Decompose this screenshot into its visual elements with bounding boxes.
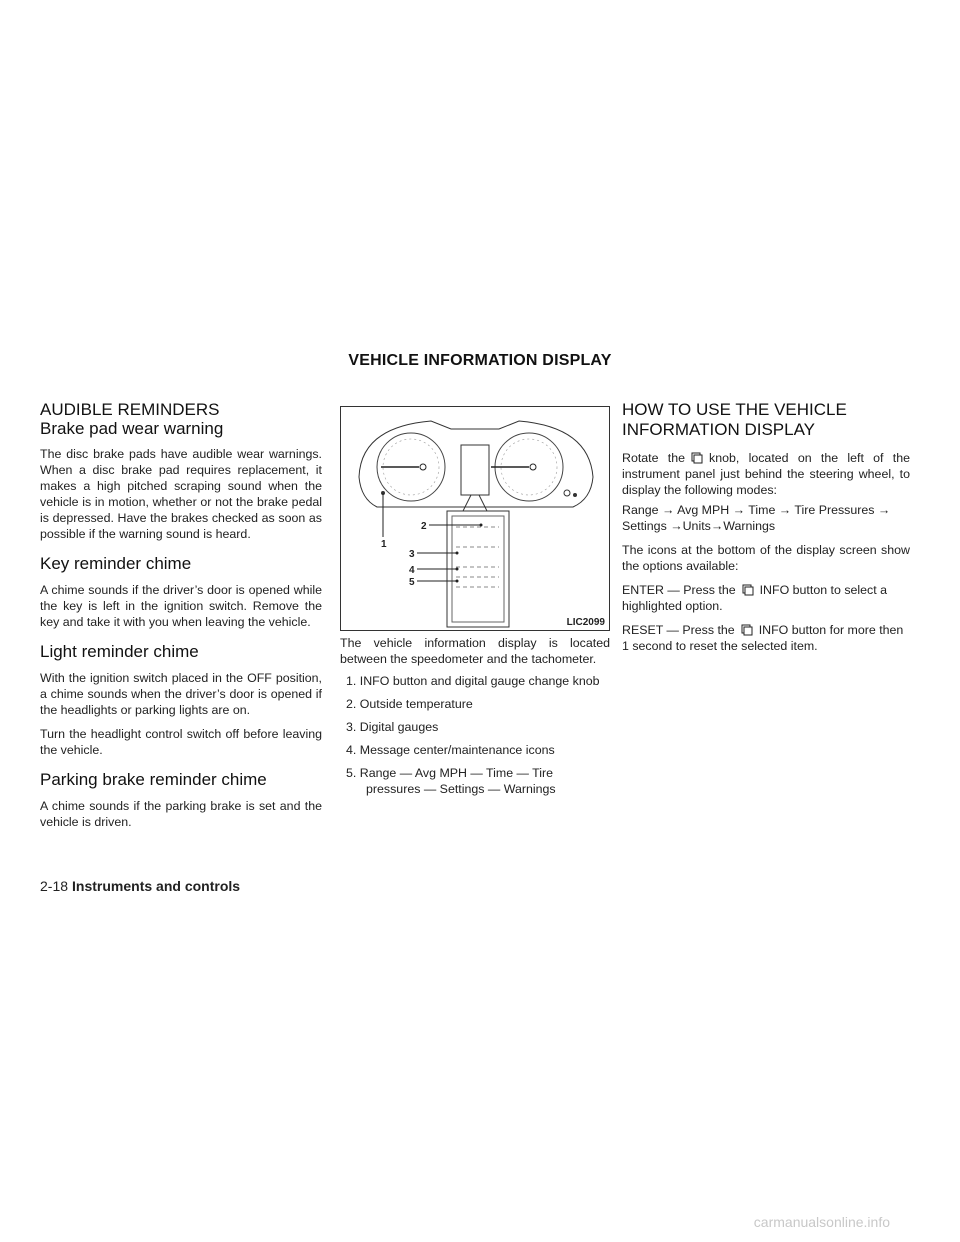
paragraph-enter bbox=[622, 582, 910, 614]
enter-post: INFO button to select a highlighted option. bbox=[622, 583, 888, 613]
callout-2: 2 bbox=[421, 521, 427, 532]
list-item: 1. INFO button and digital gauge change knob bbox=[346, 674, 600, 688]
paragraph-light-reminder-1: With the ignition switch placed in the OFF position, a chime sounds when the driver’s door is opened if the headlights or parking lights are on. bbox=[40, 671, 322, 717]
heading-brake-pad: Brake pad wear warning bbox=[40, 419, 224, 438]
component-list bbox=[340, 673, 610, 797]
page-number: 2-18 bbox=[40, 878, 69, 894]
paragraph-icons: The icons at the bottom of the display screen show the options available: bbox=[622, 543, 910, 573]
heading-light-reminder: Light reminder chime bbox=[40, 642, 199, 661]
info-knob-icon bbox=[691, 452, 703, 464]
column-reminders bbox=[40, 400, 322, 830]
paragraph-display-intro: The vehicle information display is located between the speedometer and the tachometer. bbox=[340, 636, 610, 666]
info-button-icon bbox=[741, 624, 753, 636]
info-button-icon bbox=[742, 584, 754, 596]
watermark: carmanualsonline.info bbox=[753, 1214, 890, 1230]
paragraph-reset bbox=[622, 622, 910, 654]
column-display-figure bbox=[340, 400, 610, 804]
heading-how-to-use: HOW TO USE THE VEHICLE INFORMATION DISPLAY bbox=[622, 400, 847, 439]
callout-5: 5 bbox=[409, 577, 415, 588]
rotate-post: knob, located on the left of the instrument panel just behind the steering wheel, to display the following modes: bbox=[622, 451, 910, 497]
enter-pre: ENTER — Press the bbox=[622, 583, 736, 597]
callout-3: 3 bbox=[409, 549, 415, 560]
paragraph-modes: Range → Avg MPH → Time → Tire Pressures → Settings →Units→Warnings bbox=[622, 503, 891, 533]
instrument-cluster-illustration bbox=[341, 407, 609, 630]
paragraph-parking-brake: A chime sounds if the parking brake is set and the vehicle is driven. bbox=[40, 799, 322, 829]
list-item: 3. Digital gauges bbox=[346, 720, 439, 734]
list-item: 4. Message center/maintenance icons bbox=[346, 743, 555, 757]
list-item: 5. Range — Avg MPH — Time — Tire pressures — Settings — Warnings bbox=[346, 766, 556, 796]
rotate-pre: Rotate the bbox=[622, 451, 686, 465]
page-footer bbox=[40, 878, 240, 894]
reset-pre: RESET — Press the bbox=[622, 623, 735, 637]
list-item: 2. Outside temperature bbox=[346, 697, 473, 711]
section-title: VEHICLE INFORMATION DISPLAY bbox=[348, 352, 612, 369]
instrument-cluster-figure bbox=[340, 406, 610, 631]
reset-post: INFO button for more then 1 second to reset the selected item. bbox=[622, 623, 904, 653]
callout-1: 1 bbox=[381, 539, 387, 550]
callout-4: 4 bbox=[409, 565, 415, 576]
column-how-to-use bbox=[622, 400, 910, 654]
heading-key-reminder: Key reminder chime bbox=[40, 554, 192, 573]
paragraph-key-reminder: A chime sounds if the driver’s door is opened while the key is left in the ignition switch. Remove the key and take it with you when leaving the vehicle. bbox=[40, 583, 322, 629]
paragraph-brake-pad: The disc brake pads have audible wear warnings. When a disc brake pad requires replacement, it makes a high pitched scraping sound when the vehicle is in motion, whether or not the brake pedal is depressed. Have the brakes checked as soon as possible if the warning sound is heard. bbox=[40, 447, 322, 541]
figure-code: LIC2099 bbox=[566, 617, 605, 628]
paragraph-light-reminder-2: Turn the headlight control switch off before leaving the vehicle. bbox=[40, 727, 322, 757]
heading-parking-brake: Parking brake reminder chime bbox=[40, 770, 267, 789]
paragraph-rotate bbox=[622, 450, 910, 498]
heading-audible-reminders: AUDIBLE REMINDERS bbox=[40, 400, 220, 419]
chapter-title: Instruments and controls bbox=[72, 878, 241, 894]
